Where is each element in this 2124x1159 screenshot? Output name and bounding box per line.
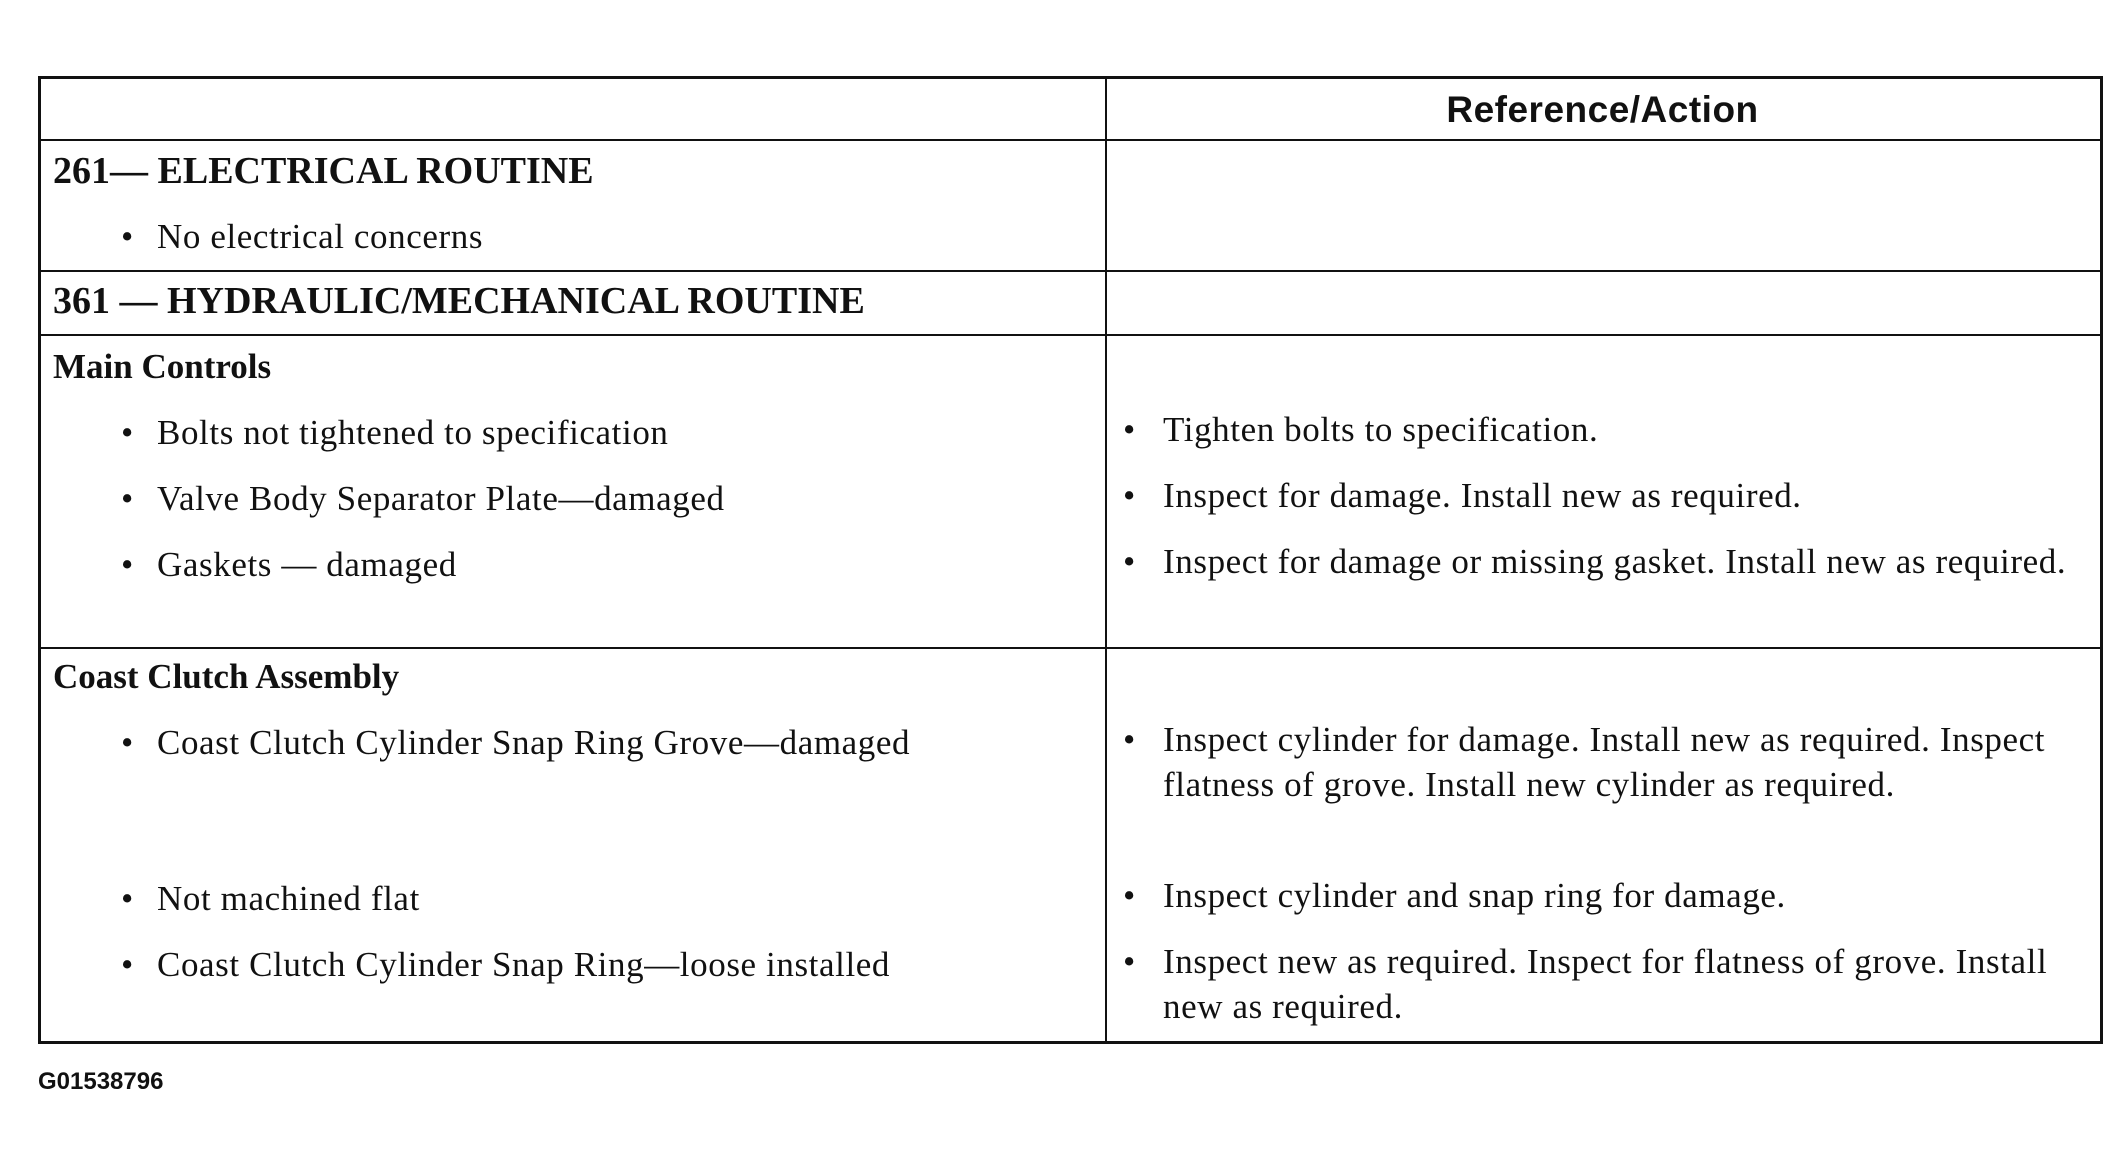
action-item — [1123, 873, 2083, 918]
condition-text: Gaskets — damaged — [157, 545, 457, 584]
figure-id: G01538796 — [38, 1068, 164, 1095]
bullet-icon: • — [121, 479, 134, 518]
condition-item — [121, 413, 669, 453]
bullet-icon: • — [1123, 876, 1136, 915]
condition-text: Not machined flat — [157, 879, 420, 918]
bullet-icon: • — [1123, 410, 1136, 449]
condition-item — [121, 217, 483, 257]
reference-action-header: Reference/Action — [1446, 89, 1759, 130]
bullet-icon: • — [121, 945, 134, 984]
bullet-icon: • — [1123, 942, 1136, 981]
action-text: Inspect cylinder for damage. Install new as required. Inspect flatness of grove. Install new cylinder as required. — [1163, 720, 2046, 804]
action-text: Inspect cylinder and snap ring for damage. — [1163, 876, 1786, 915]
bullet-icon: • — [1123, 720, 1136, 759]
action-item — [1123, 473, 2083, 518]
action-text: Inspect new as required. Inspect for flatness of grove. Install new as required. — [1163, 942, 2048, 1026]
action-item — [1123, 539, 2083, 584]
row-divider — [41, 270, 2100, 272]
action-item — [1123, 407, 2083, 452]
condition-text: Coast Clutch Cylinder Snap Ring—loose installed — [157, 945, 891, 984]
column-divider — [1105, 79, 1107, 1041]
bullet-icon: • — [121, 413, 134, 452]
action-text: Tighten bolts to specification. — [1163, 410, 1599, 449]
diagnostic-table — [38, 76, 2103, 1044]
group-title-main-controls: Main Controls — [53, 347, 272, 386]
bullet-icon: • — [1123, 476, 1136, 515]
bullet-icon: • — [121, 879, 134, 918]
action-item — [1123, 717, 2083, 807]
condition-item — [121, 945, 890, 985]
action-text: Inspect for damage. Install new as required. — [1163, 476, 1802, 515]
section-title-hydraulic: 361 — HYDRAULIC/MECHANICAL ROUTINE — [53, 280, 865, 322]
bullet-icon: • — [1123, 542, 1136, 581]
condition-item — [121, 545, 457, 585]
condition-text: Valve Body Separator Plate—damaged — [157, 479, 725, 518]
bullet-icon: • — [121, 545, 134, 584]
action-text: Inspect for damage or missing gasket. Install new as required. — [1163, 542, 2067, 581]
condition-item — [121, 723, 910, 763]
row-divider — [41, 139, 2100, 141]
bullet-icon: • — [121, 723, 134, 762]
condition-text: No electrical concerns — [157, 217, 484, 256]
row-divider — [41, 647, 2100, 649]
condition-item — [121, 879, 420, 919]
row-divider — [41, 334, 2100, 336]
group-title-coast-clutch: Coast Clutch Assembly — [53, 657, 400, 696]
condition-item — [121, 479, 725, 519]
bullet-icon: • — [121, 217, 134, 256]
section-title-electrical: 261— ELECTRICAL ROUTINE — [53, 150, 594, 192]
condition-text: Coast Clutch Cylinder Snap Ring Grove—damaged — [157, 723, 911, 762]
condition-text: Bolts not tightened to specification — [157, 413, 669, 452]
action-item — [1123, 939, 2083, 1029]
